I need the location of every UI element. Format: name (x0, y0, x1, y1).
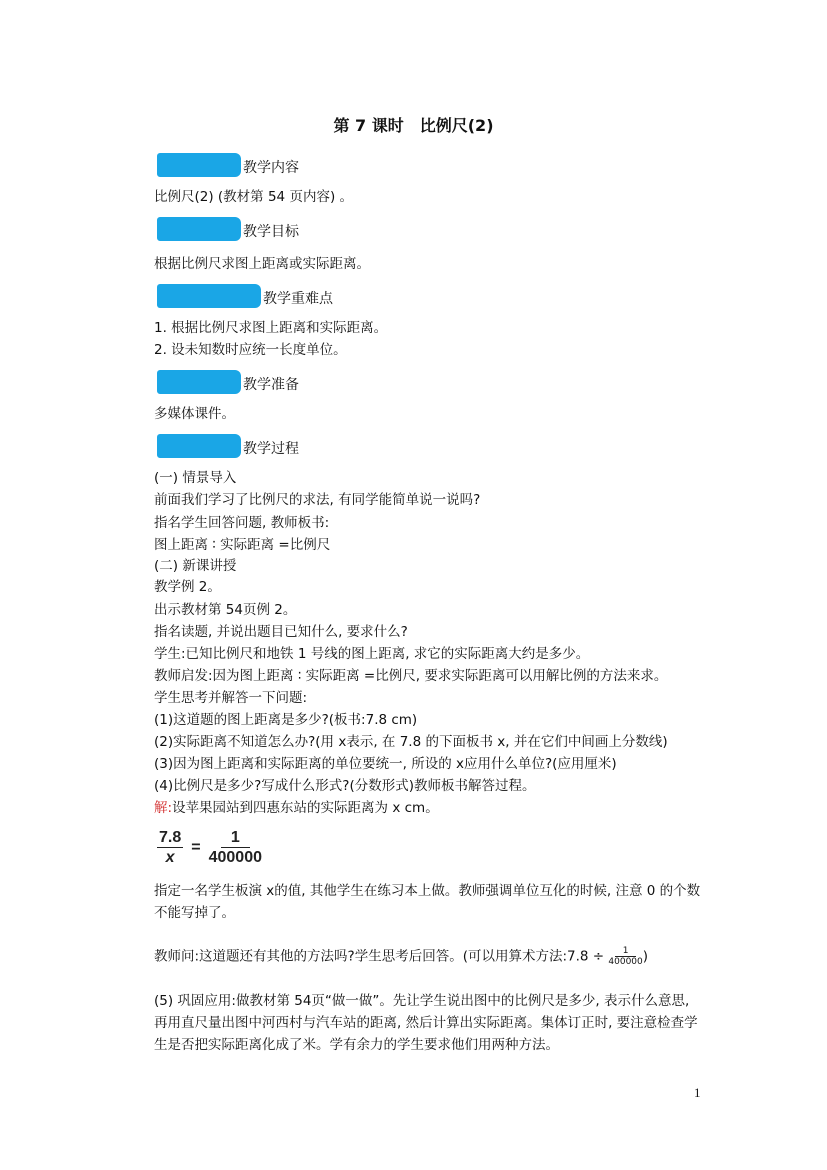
prep-text: 多媒体课件。 (154, 406, 235, 422)
closing-paren: ) (642, 948, 649, 965)
section-label: 教学过程 (243, 441, 299, 457)
process-line: 出示教材第 54页例 2。 (154, 602, 297, 618)
solution-label: 解: (154, 800, 173, 816)
process-line: (1)这道题的图上距离是多少?(板书:7.8 cm) (154, 712, 418, 728)
process-line: (4)比例尺是多少?写成什么形式?(分数形式)教师板书解答过程。 (154, 778, 536, 794)
right-numerator: 1 (221, 828, 250, 848)
section-bar (157, 284, 261, 308)
process-line: 教学例 2。 (154, 579, 221, 595)
proportion-equation (157, 828, 262, 867)
right-denominator: 400000 (208, 849, 262, 866)
section-label: 教学重难点 (263, 291, 333, 307)
left-numerator: 7.8 (159, 829, 182, 846)
right-fraction (209, 828, 262, 867)
process-line: (2)实际距离不知道怎么办?(用 x表示, 在 7.8 的下面板书 x, 并在它们中间画上分数线) (154, 734, 668, 750)
arithmetic-numerator: 1 (615, 946, 637, 957)
left-denominator: x (165, 849, 175, 866)
teacher-question-text: 教师问:这道题还有其他的方法吗?学生思考后回答。(可以用算术方法:7.8 ÷ (154, 948, 605, 965)
section-label: 教学内容 (243, 160, 299, 176)
key-item: 1. 根据比例尺求图上距离和实际距离。 (154, 320, 388, 336)
process-line: (一) 情景导入 (154, 470, 237, 486)
process-line: 指名学生回答问题, 教师板书: (154, 515, 330, 531)
paragraph-practice: (5) 巩固应用:做教材第 54页“做一做”。先让学生说出图中的比例尺是多少, 表示什么意思, 再用直尺量出图中河西村与汽车站的距离, 然后计算出实际距离。集体订正时, 要注意检查学生是否把实际距离化成了米。学有余力的学生要求他们用两种方法。 (154, 993, 698, 1053)
left-fraction (157, 828, 183, 867)
process-line: (二) 新课讲授 (154, 558, 237, 574)
section-bar (157, 370, 241, 394)
section-bar (157, 434, 241, 458)
content-text: 比例尺(2) (教材第 54 页内容) 。 (154, 189, 353, 205)
page-number: 1 (694, 1085, 701, 1100)
process-line: 图上距离 ∶ 实际距离 =比例尺 (154, 537, 331, 553)
process-line: 教师启发:因为图上距离 ∶ 实际距离 =比例尺, 要求实际距离可以用解比例的方法来求。 (154, 668, 668, 684)
section-bar (157, 153, 241, 177)
arithmetic-denominator: 400000 (608, 957, 643, 967)
paragraph-board-work: 指定一名学生板演 x的值, 其他学生在练习本上做。教师强调单位互化的时候, 注意 0 的个数不能写掉了。 (154, 883, 701, 921)
section-label: 教学准备 (243, 377, 299, 393)
key-item: 2. 设未知数时应统一长度单位。 (154, 342, 347, 358)
section-bar (157, 217, 241, 241)
lesson-title: 第 7 课时 比例尺(2) (333, 116, 494, 135)
process-line: (3)因为图上距离和实际距离的单位要统一, 所设的 x应用什么单位?(应用厘米) (154, 756, 617, 772)
goal-text: 根据比例尺求图上距离或实际距离。 (154, 256, 370, 272)
arithmetic-fraction (608, 946, 642, 967)
process-line: 指名读题, 并说出题目已知什么, 要求什么? (154, 624, 408, 640)
process-line: 学生:已知比例尺和地铁 1 号线的图上距离, 求它的实际距离大约是多少。 (154, 646, 590, 662)
process-line: 前面我们学习了比例尺的求法, 有同学能简单说一说吗? (154, 492, 481, 508)
solution-text: 设苹果园站到四惠东站的实际距离为 x cm。 (172, 800, 439, 816)
solution-line (154, 799, 439, 817)
equals-sign: = (191, 838, 201, 856)
process-line: 学生思考并解答一下问题: (154, 690, 308, 706)
paragraph-teacher-question (154, 946, 648, 967)
section-label: 教学目标 (243, 224, 299, 240)
